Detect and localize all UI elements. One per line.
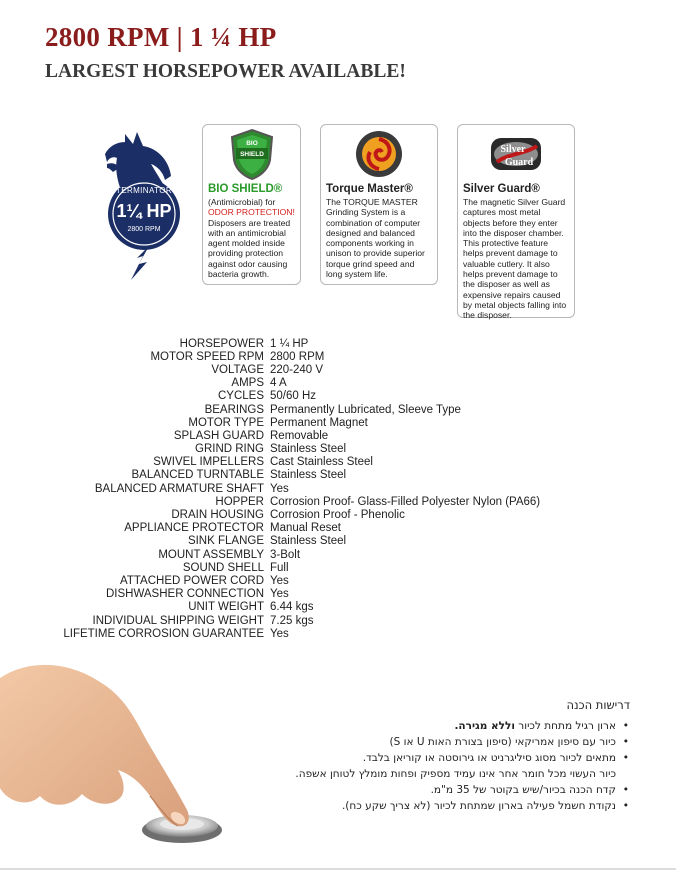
spec-label: BALANCED TURNTABLE [131,469,264,482]
spec-label: INDIVIDUAL SHIPPING WEIGHT [92,614,264,627]
spec-label: DISHWASHER CONNECTION [105,588,264,601]
spec-label: LIFETIME CORROSION GUARANTEE [63,627,264,640]
spec-row [0,337,676,350]
spec-label: ATTACHED POWER CORD [120,574,264,587]
page-title: 2800 RPM | 1 ¼ HP [45,22,277,52]
svg-text:Silver: Silver [500,144,526,155]
spec-label: BEARINGS [204,403,264,416]
list-item [258,734,616,750]
spec-row [0,482,676,495]
feature-card-silver-guard [457,124,575,321]
spec-row [0,390,676,403]
spec-row [0,535,676,548]
bio-shield-badge-icon [208,125,295,183]
spec-label: DRAIN HOUSING [171,509,264,522]
spec-value: Cast Stainless Steel [270,456,373,469]
spec-value: Permanent Magnet [270,416,368,429]
spec-row [0,548,676,561]
spec-row [0,561,676,574]
feature-body [208,197,295,279]
list-item [258,766,616,782]
spec-label: MOUNT ASSEMBLY [158,548,264,561]
spec-row [0,403,676,416]
hand-icon [0,658,290,870]
spec-row [0,456,676,469]
spec-value: Yes [270,574,289,587]
requirements-list [258,718,630,814]
spec-label: BALANCED ARMATURE SHAFT [94,482,264,495]
spec-value: 1 ¼ HP [270,337,309,350]
spec-row [0,588,676,601]
spec-value: Corrosion Proof - Phenolic [270,509,405,522]
spec-row [0,416,676,429]
feature-title: Silver Guard® [463,183,540,195]
spec-value: 7.25 kgs [270,614,314,627]
spec-table [0,337,676,640]
spec-label: CYCLES [217,390,264,403]
spec-row [0,469,676,482]
feature-title: Torque Master® [326,183,413,195]
bio-shield-icon [229,128,275,180]
logo-line-3: 2800 RPM [127,226,161,233]
torque-master-badge-icon [326,125,432,183]
feature-title: BIO SHIELD® [208,183,283,195]
spec-value: 2800 RPM [270,350,325,363]
item-bold-text: וללא מגירה. [454,720,515,732]
logo-line-1: TERMINATOR [115,186,173,195]
spec-label: HORSEPOWER [179,337,264,350]
spec-row [0,495,676,508]
spec-value: Yes [270,482,289,495]
spec-row [0,574,676,587]
spec-value: Yes [270,627,289,640]
silver-guard-badge-icon [463,125,569,183]
list-item [258,798,616,814]
feature-text: The magnetic Silver Guard captures most metal objects before they enter into the disposer chamber. This protective feature helps prevent damage to valuable cutlery. It also helps prevent damage to the disposer as well as expensive repairs caused by metal objects falling into the disposer. [463,197,567,321]
feature-card-torque-master [320,124,438,285]
feature-text: The TORQUE MASTER Grinding System is a combination of computer designed and balanced components working in unison to provide superior torque grind speed and long system life. [326,197,425,280]
terminator-logo [103,128,185,280]
spec-label: MOTOR TYPE [188,416,264,429]
item-text: כיור העשוי מכל חומר אחר אינו עמיד מספיק ופחות מומלץ לטוחן אשפה. [295,768,616,780]
spec-label: AMPS [231,377,264,390]
spec-label: VOLTAGE [211,363,264,376]
item-text: קדח הכנה בכיור/שיש בקוטר של 35 מ"מ. [430,784,616,796]
spec-label: MOTOR SPEED RPM [150,350,264,363]
spec-row [0,508,676,521]
spec-row [0,627,676,640]
item-text: מתאים לכיור מסוג סיליגרניט או גירוסטה או קוריאן בלבד. [362,752,616,764]
spec-value: Corrosion Proof- Glass-Filled Polyester Nylon (PA66) [270,495,541,508]
item-text: ארון רגיל מתחת לכיור [514,720,616,732]
list-item [258,782,616,798]
feature-lead: (Antimicrobial) for [208,197,276,207]
spec-row [0,522,676,535]
spec-value: 50/60 Hz [270,390,317,403]
feature-text: Disposers are treated with an antimicrobial agent molded inside providing protection against odor causing bacteria growth. [208,217,291,280]
spec-label: UNIT WEIGHT [188,601,264,614]
spec-value: Stainless Steel [270,469,347,482]
odor-protection-highlight: ODOR PROTECTION! [208,207,295,218]
spec-row [0,614,676,627]
spec-value: Removable [270,429,329,442]
feature-card-bio-shield [202,124,301,285]
spec-value: Stainless Steel [270,535,347,548]
list-item [258,750,616,766]
spec-label: SPLASH GUARD [173,429,264,442]
item-text: נקודת חשמל פעילה בארון שמתחת לכיור (לא צריך שקע כח). [341,800,616,812]
spec-value: 6.44 kgs [270,601,314,614]
svg-text:Guard: Guard [504,157,534,168]
spec-label: SWIVEL IMPELLERS [153,456,264,469]
spec-value: Full [270,561,289,574]
spec-label: APPLIANCE PROTECTOR [124,522,264,535]
requirements-title: דרישות הכנה [566,698,630,712]
spec-value: 220-240 V [270,363,324,376]
spec-row [0,350,676,363]
spec-value: Stainless Steel [270,443,347,456]
svg-text:SHIELD: SHIELD [239,151,264,158]
spec-value: 3-Bolt [270,548,301,561]
spec-row [0,601,676,614]
spec-value: Yes [270,588,289,601]
spec-row [0,363,676,376]
spec-value: Manual Reset [270,522,341,535]
spec-value: Permanently Lubricated, Sleeve Type [270,403,461,416]
spec-row [0,377,676,390]
page-subtitle: LARGEST HORSEPOWER AVAILABLE! [45,61,406,82]
silver-guard-icon [487,132,545,176]
installation-requirements [258,698,630,814]
spec-label: HOPPER [215,495,264,508]
item-text: כיור עם סיפון אמריקאי (סיפון בצורת האות U או S) [389,736,616,748]
torque-master-icon [354,129,404,179]
spec-label: GRIND RING [195,443,264,456]
spec-row [0,443,676,456]
logo-line-2: 1¼ HP [116,201,172,221]
hand-pressing-button-image [0,658,290,870]
svg-text:BIO: BIO [245,140,258,147]
spec-value: 4 A [270,377,287,390]
list-item [258,718,616,734]
spec-label: SINK FLANGE [187,535,264,548]
spec-label: SOUND SHELL [182,561,264,574]
spec-row [0,429,676,442]
